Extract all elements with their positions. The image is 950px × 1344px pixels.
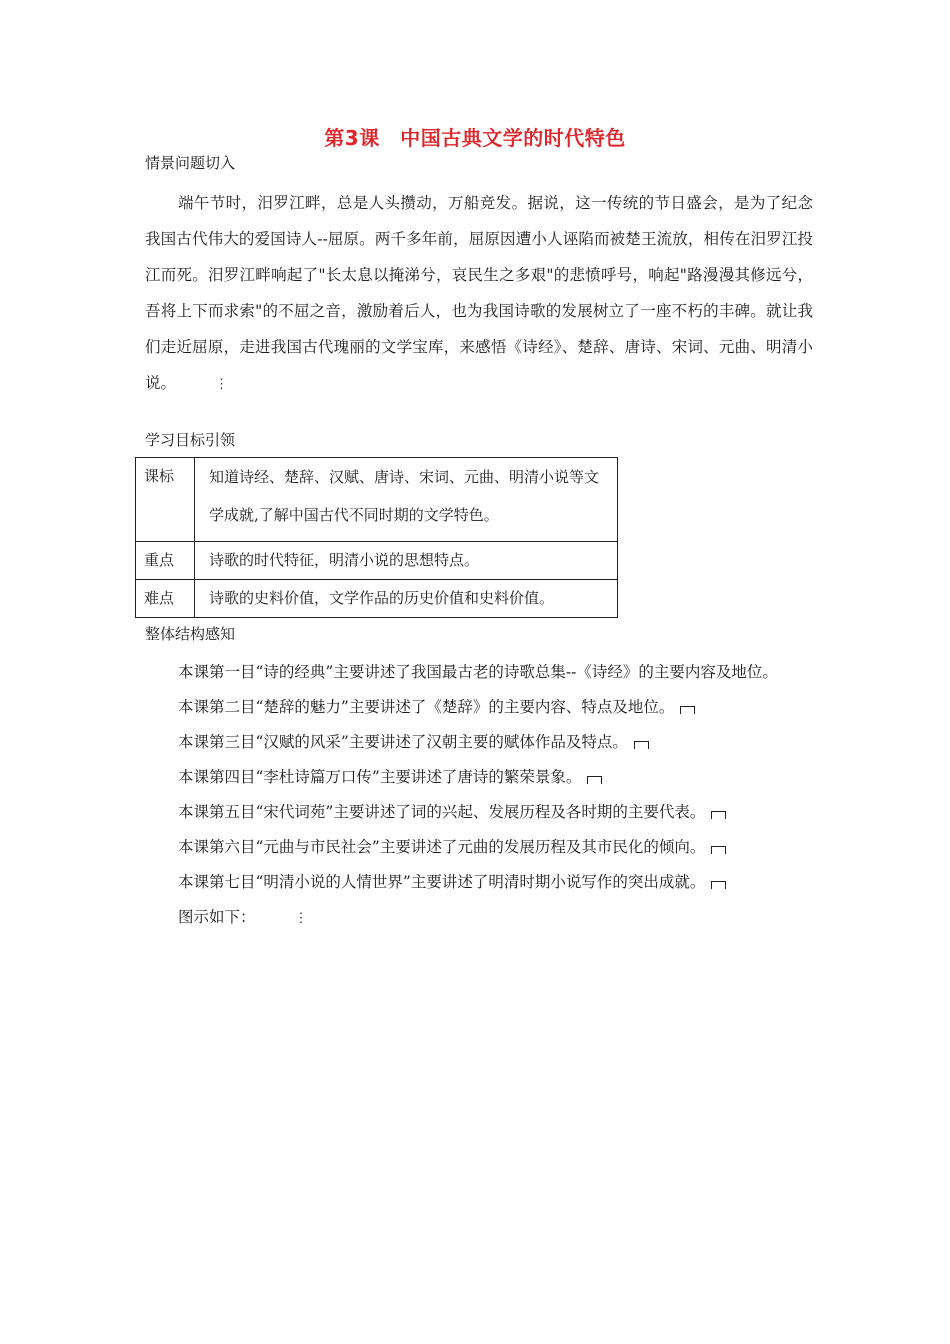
goals-label-hard: 难点 [136,580,195,618]
goals-row-key [136,542,618,580]
intro-text: 端午节时，汨罗江畔，总是人头攒动，万船竞发。据说，这一传统的节日盛会，是为了纪念我国古代伟大的爱国诗人--屈原。两千多年前，屈原因遭小人诬陷而被楚王流放，相传在汨罗江投江而死。汨罗江畔响起了"长太息以掩涕兮，哀民生之多艰"的悲愤呼号，响起"路漫漫其修远兮，吾将上下而求索"的不屈之音，激励着后人，也为我国诗歌的发展树立了一座不朽的丰碑。就让我们走近屈原，走进我国古代瑰丽的文学宝库，来感悟《诗经》、楚辞、唐诗、宋词、元曲、明清小说。 [145,194,813,392]
section-heading-goals: 学习目标引领 [145,431,236,449]
summary-item-1: 本课第一目“诗的经典”主要讲述了我国最古老的诗歌总集--《诗经》的主要内容及地位。 [178,663,778,681]
goals-label-standard: 课标 [136,458,195,542]
goals-row-hard [136,580,618,618]
page-title: 第3课 中国古典文学的时代特色 [324,126,626,150]
structure-summary [145,654,813,936]
summary-item-6 [145,830,813,865]
summary-item-6-text: 本课第六目“元曲与市民社会”主要讲述了元曲的发展历程及其市民化的倾向。 [178,838,706,856]
summary-item-2-text: 本课第二目“楚辞的魅力”主要讲述了《楚辞》的主要内容、特点及地位。 [178,698,675,716]
bracket-mark [711,881,726,889]
diagram-label-text: 图示如下： [178,908,256,926]
summary-item-2 [145,690,813,725]
goals-row-standard [136,458,618,542]
goals-content-standard: 知道诗经、楚辞、汉赋、唐诗、宋词、元曲、明清小说等文学成就,了解中国古代不同时期的文学特色。 [195,458,618,542]
section-heading-structure: 整体结构感知 [145,625,236,643]
goals-content-hard: 诗歌的史料价值，文学作品的历史价值和史料价值。 [195,580,618,618]
summary-item-3 [145,725,813,760]
intro-paragraph [145,185,813,403]
goals-content-key: 诗歌的时代特征，明清小说的思想特点。 [195,542,618,580]
goals-label-key: 重点 [136,542,195,580]
summary-item-4 [145,760,813,795]
section-heading-scenario: 情景问题切入 [145,154,236,172]
bracket-mark [711,811,726,819]
bracket-mark [711,846,726,854]
summary-item-7-text: 本课第七目“明清小说的人情世界”主要讲述了明清时期小说写作的突出成就。 [178,873,706,891]
ellipsis-marker: ⋮ [215,377,229,392]
summary-item-3-text: 本课第三目“汉赋的风采”主要讲述了汉朝主要的赋体作品及特点。 [178,733,628,751]
bracket-mark [587,776,602,784]
ellipsis-marker: ⋮ [294,911,308,926]
summary-item-5-text: 本课第五目“宋代词苑”主要讲述了词的兴起、发展历程及各时期的主要代表。 [178,803,706,821]
goals-table [135,457,618,618]
bracket-mark [634,741,649,749]
summary-item-5 [145,795,813,830]
diagram-label [145,900,813,936]
summary-item-7 [145,865,813,900]
bracket-mark [680,706,695,714]
summary-item-4-text: 本课第四目“李杜诗篇万口传”主要讲述了唐诗的繁荣景象。 [178,768,582,786]
